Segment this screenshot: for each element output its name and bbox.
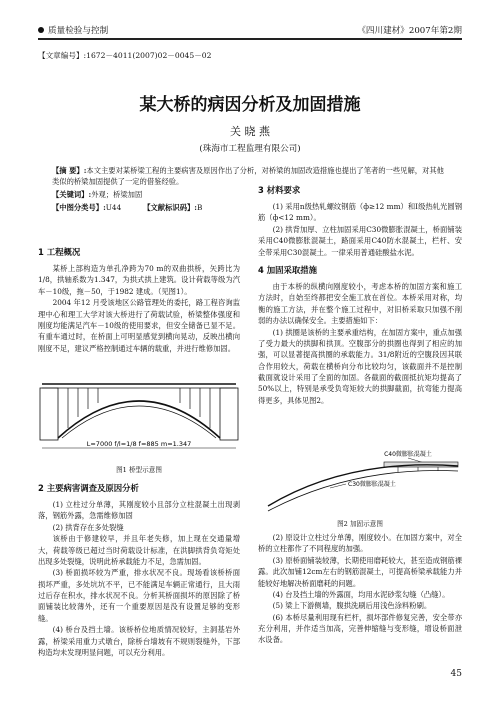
paragraph: (1) 立柱过分单薄，其刚度较小且部分立柱混凝土出现剥落，钢筋外露，急需维修加固 (38, 500, 240, 521)
paragraph: 某桥上部构造为单孔净跨为70 m的双曲拱桥，矢跨比为1/8，拱轴系数为1.347，为拱式拱上建筑。设计荷载等级为汽车－10级，拖－50，于1982 建成。（见图1）。 (38, 264, 240, 296)
figure-2 (258, 448, 462, 528)
keywords-label: 【关键词】: (52, 189, 92, 199)
doc-code: B (197, 202, 203, 212)
figure-1 (38, 370, 240, 474)
clc-label: 【中图分类号】: (52, 202, 106, 212)
figure-2-caption: 图2 加固示意图 (337, 520, 383, 528)
header-rule (38, 38, 462, 40)
clc-code: U44 (105, 202, 122, 212)
paragraph: (2) 拱背加厚、立柱加固采用C30微膨胀混凝土，桥面铺装采用C40微膨胀混凝土，路面采用C40防水混凝土，栏杆、安全带采用C30混凝土。一律采用普通硅酸盐水泥。 (258, 224, 462, 257)
bullet-icon (38, 27, 44, 33)
paragraph: (2) 拱背存在多处裂缝 (52, 522, 124, 532)
paragraph: (6) 本桥尽量利用现有栏杆，损坏部件修复完善，安全带亦充分利用，并作适当加高，完善伸缩缝与变形缝，增设桥面泄水设备。 (258, 612, 462, 645)
header-journal: 《四川建材》2007年第2期 (357, 26, 462, 36)
paragraph: (1) 拱圈是该桥的主要承重结构，在加固方案中，重点加强了受力最大的拱脚和拱顶。空腹部分的拱圈也得到了相应的加强，可以显著提高拱圈的承载能力。31/8附近的空腹段因其联合作用较大，荷载在横桥向分布比较均匀，该截面并不是控制截面就设计采用了全面的加固。各截面的截面抵抗矩均提高了50%以上，特别是承受负弯矩较大的拱脚截面，抗弯能力提高得更多，具体见图2。 (258, 327, 462, 405)
author: 关 晓 燕 (230, 125, 270, 138)
keywords: 外观；桥梁加固 (91, 189, 143, 199)
figure-1-dimension-label: L=7000 f/l=1/8 f=885 m=1.347 (86, 440, 192, 448)
header-left (38, 24, 108, 36)
section-2-title: 2 主要病害调查及原因分析 (38, 483, 139, 493)
fig2-top-label: C40微膨胀混凝土 (384, 451, 432, 458)
fig2-mid-label: C30微膨胀混凝土 (348, 481, 396, 488)
paragraph: 该桥由于修建较早，并且年老失修，加上现在交通量增大，荷载等级已超过当时荷载设计标准，在洪脚拱背负弯矩处出现多处裂缝，说明此桥承载能力不足，急需加固。 (38, 534, 240, 566)
reinforcement-section-drawing (258, 448, 462, 514)
left-column-lower (38, 476, 240, 658)
paragraph: (5) 梁上下游侧墙，腹拱洗刷后用浅色涂料粉刷。 (272, 601, 432, 611)
right-column-lower (258, 532, 462, 646)
abstract-text: 本文主要对某桥梁工程的主要病害及原因作出了分析，对桥梁的加固改造措施也提出了笔者的一些见解，对其他类似的桥梁加固提供了一定的借鉴经验。 (52, 166, 444, 187)
paragraph: (3) 原桥面铺装较薄，长期使用磨耗较大，甚至造成钢筋裸露。此次加铺12cm左右的钢筋混凝土，可提高桥梁承载能力并能较好地解决桥面磨耗的问题。 (258, 555, 462, 588)
affiliation: (珠海市工程监理有限公司) (199, 144, 301, 154)
paragraph: (4) 桥台及挡土墙。该桥桥位地质情况较好，主洞基岩外露，桥梁采用重力式墩台，除桥台墙坡有不规则裂缝外，下部构造均未发现明显问题，可以充分利用。 (38, 625, 240, 657)
right-column (258, 178, 462, 406)
paragraph: (4) 台及挡土墙的外露面，均用水泥砂浆勾缝（凸缝）。 (272, 589, 450, 599)
section-3-title: 3 材料要求 (258, 185, 301, 195)
paragraph: (1) 采用n级热轧螺纹钢筋（ф≥12 mm）和I级热轧光圆钢筋（ф<12 mm）。 (258, 202, 462, 223)
page-number: 45 (450, 669, 462, 679)
article-title: 某大桥的病因分析及加固措施 (139, 95, 361, 115)
paragraph: (3) 桥面损坏较为严重，排水状况不良。现场看该桥桥面损坏严重，多处坑坑不平，已不能满足车辆正常通行，且大雨过后存在积水，排水状况不良。分析其桥面损坏的原因除了桥面铺装比较薄外，还有一个重要原因是没有设置足够的变形缝。 (38, 568, 240, 623)
header-section: 质量检验与控制 (48, 26, 109, 36)
left-column (38, 240, 240, 354)
doc-label: 【文献标识码】: (143, 202, 197, 212)
running-header (38, 22, 462, 40)
paragraph: 由于本桥的纵横向刚度较小，考虑本桥的加固方案和施工方法时，自始至终都把安全施工放在首位。本桥采用对称，均衡的施工方法，并在整个施工过程中，对旧桥采取只加强不削弱的办法以确保安全。主要措施如下： (258, 282, 462, 326)
section-1-title: 1 工程概况 (38, 247, 81, 257)
bridge-elevation-drawing (38, 370, 240, 460)
section-4-title: 4 加固采取措施 (258, 264, 317, 275)
paragraph: (2) 原设计立柱过分单薄，刚度较小。在加固方案中，对全桥的立柱都作了不同程度的加强。 (258, 533, 462, 554)
figure-1-caption: 图1 桥型示意图 (116, 466, 162, 474)
paragraph: 2004 年12 月受该地区公路管理处的委托，路工程咨询监理中心和理工大学对该大桥进行了荷载试验，桥梁整体强度和刚度均能满足汽车－10级的使用要求，但安全储备已显不足。有重车通过时，在桥面上可明显感觉到横向晃动，反映出横向刚度不足，建议严格控制通过车辆的载重，并进行维修加固。 (38, 298, 240, 353)
abstract-label: 【摘 要】: (52, 166, 87, 175)
article-number: 【文章编号】:1672－4011(2007)02－0045－02 (38, 51, 212, 60)
